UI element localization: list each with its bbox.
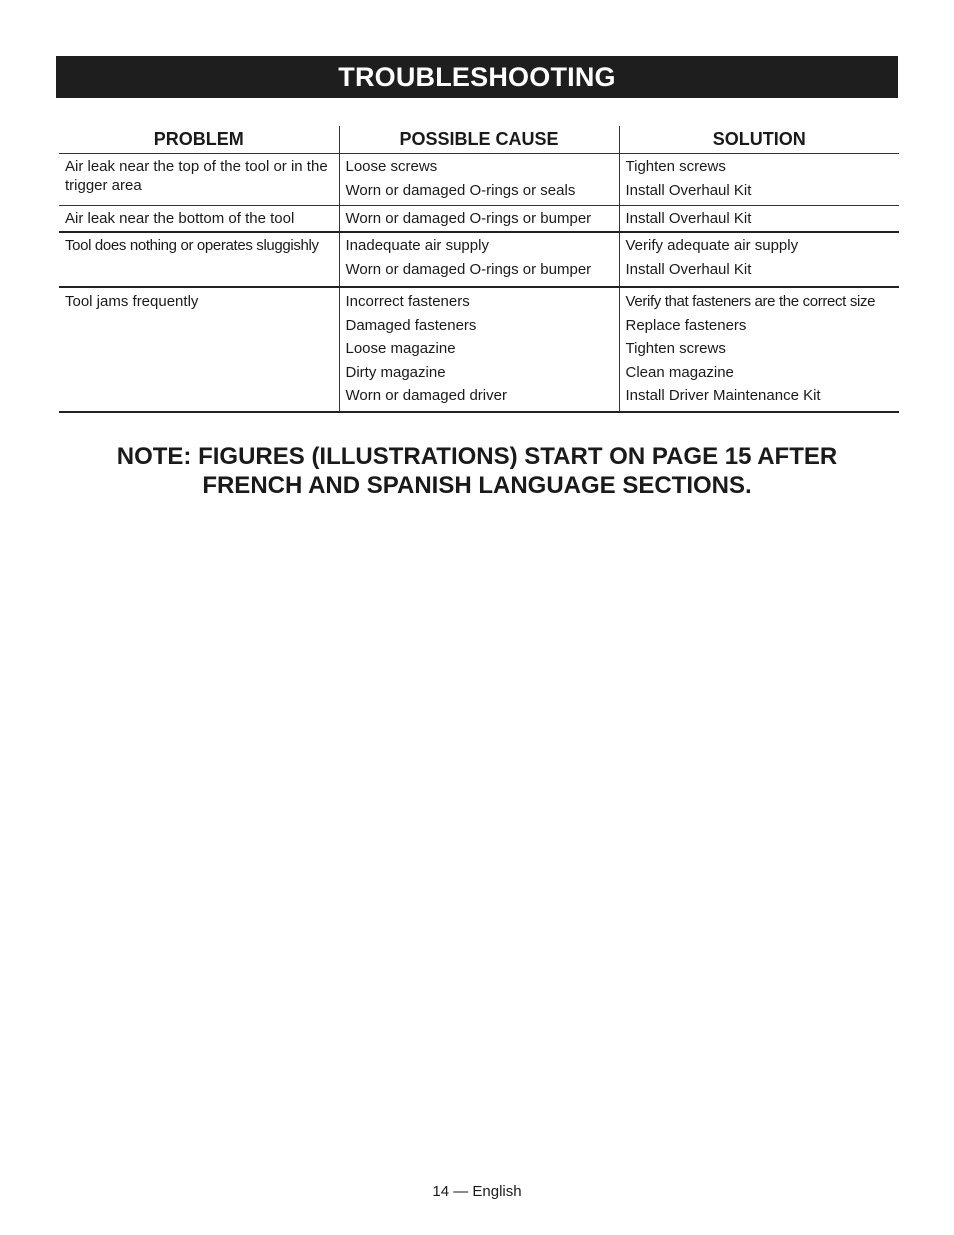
troubleshooting-table	[59, 126, 899, 413]
table-row	[59, 206, 899, 233]
cause-cell	[339, 232, 619, 287]
cause-item: Damaged fasteners	[345, 316, 477, 334]
cause-cell	[339, 206, 619, 233]
solution-cell	[619, 287, 899, 412]
cause-item: Inadequate air supply	[345, 237, 489, 254]
solution-cell	[619, 232, 899, 287]
solution-item: Verify adequate air supply	[625, 237, 799, 254]
cause-cell	[339, 154, 619, 206]
cause-item: Worn or damaged O-rings or seals	[345, 181, 576, 199]
figures-note	[56, 442, 898, 500]
solution-item: Install Overhaul Kit	[625, 210, 752, 227]
header-possible-cause: POSSIBLE CAUSE	[339, 126, 619, 154]
problem-cell	[59, 287, 339, 412]
problem-cell	[59, 206, 339, 233]
section-title-banner	[56, 56, 898, 98]
solution-item: Clean magazine	[625, 363, 734, 381]
cause-item: Incorrect fasteners	[345, 293, 470, 310]
problem-cell	[59, 154, 339, 206]
table-row	[59, 287, 899, 412]
problem-text: Tool does nothing or operates sluggishly	[65, 237, 319, 254]
table-header-row	[59, 126, 899, 154]
problem-text: Air leak near the top of the tool or in the trigger area	[65, 158, 328, 194]
solution-item: Tighten screws	[625, 340, 726, 357]
solution-item: Install Driver Maintenance Kit	[625, 387, 821, 404]
page-number-label: 14 — English	[432, 1183, 522, 1200]
solution-cell	[619, 206, 899, 233]
cause-item: Loose magazine	[345, 340, 456, 357]
cause-item: Dirty magazine	[345, 363, 446, 381]
solution-item: Replace fasteners	[625, 316, 747, 334]
page-footer	[0, 1183, 954, 1200]
solution-item: Install Overhaul Kit	[625, 181, 752, 199]
cause-item: Worn or damaged O-rings or bumper	[345, 260, 592, 278]
solution-item: Verify that fasteners are the correct size	[625, 293, 876, 310]
header-solution: SOLUTION	[619, 126, 899, 154]
solution-item: Tighten screws	[625, 158, 726, 175]
note-line-1: NOTE: FIGURES (ILLUSTRATIONS) START ON PAGE 15 AFTER	[116, 443, 838, 470]
cause-item: Loose screws	[345, 158, 438, 175]
header-problem: PROBLEM	[59, 126, 339, 154]
problem-cell	[59, 232, 339, 287]
table-row	[59, 232, 899, 287]
solution-item: Install Overhaul Kit	[625, 260, 752, 278]
problem-text: Tool jams frequently	[65, 293, 199, 310]
cause-item: Worn or damaged O-rings or bumper	[345, 210, 592, 227]
cause-item: Worn or damaged driver	[345, 387, 507, 404]
note-line-2: FRENCH AND SPANISH LANGUAGE SECTIONS.	[202, 472, 752, 499]
problem-text: Air leak near the bottom of the tool	[65, 210, 295, 227]
cause-cell	[339, 287, 619, 412]
table-row	[59, 154, 899, 206]
section-title: TROUBLESHOOTING	[338, 61, 616, 92]
solution-cell	[619, 154, 899, 206]
